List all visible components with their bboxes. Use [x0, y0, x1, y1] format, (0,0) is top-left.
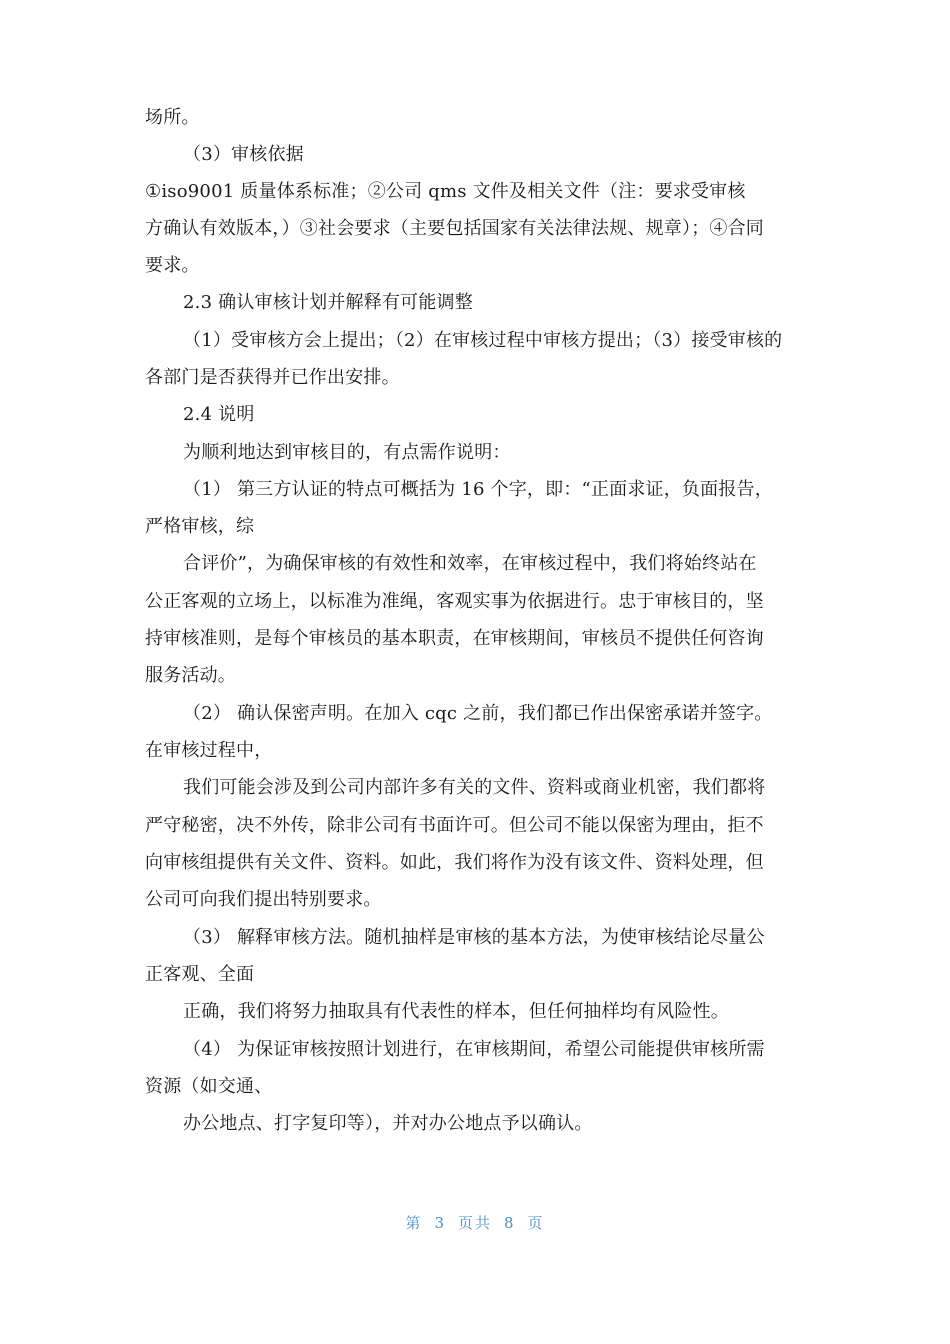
text-line: 我们可能会涉及到公司内部许多有关的文件、资料或商业机密，我们都将 — [183, 777, 766, 798]
footer-prefix: 第 — [405, 1214, 423, 1232]
text-line: 服务活动。 — [145, 665, 236, 686]
text-line: （1） 第三方认证的特点可概括为 16 个字，即：“正面求证，负面报告， — [183, 479, 773, 500]
section-heading: 2.3 确认审核计划并解释有可能调整 — [183, 292, 473, 313]
text-line: 为顺利地达到审核目的，有点需作说明： — [183, 442, 511, 463]
page-footer — [0, 1212, 950, 1233]
footer-middle: 页共 — [457, 1214, 492, 1232]
text-line: ①iso9001 质量体系标准；②公司 qms 文件及相关文件（注：要求受审核 — [145, 181, 746, 202]
text-line: （4） 为保证审核按照计划进行，在审核期间，希望公司能提供审核所需 — [183, 1039, 765, 1060]
text-line: 严守秘密，决不外传，除非公司有书面许可。但公司不能以保密为理由，拒不 — [145, 815, 764, 836]
text-line: 向审核组提供有关文件、资料。如此，我们将作为没有该文件、资料处理，但 — [145, 852, 764, 873]
text-line: （2） 确认保密声明。在加入 cqc 之前，我们都已作出保密承诺并签字。 — [183, 703, 773, 724]
text-line: 公司可向我们提出特别要求。 — [145, 889, 382, 910]
text-line: 持审核准则，是每个审核员的基本职责，在审核期间，审核员不提供任何咨询 — [145, 628, 764, 649]
footer-total-pages: 8 — [504, 1214, 516, 1232]
text-line: 正客观、全面 — [145, 964, 255, 985]
text-line: 资源（如交通、 — [145, 1076, 273, 1097]
text-line: 方确认有效版本，）③社会要求（主要包括国家有关法律法规、规章）；④合同 — [145, 218, 764, 239]
text-line: （3） 解释审核方法。随机抽样是审核的基本方法，为使审核结论尽量公 — [183, 927, 765, 948]
text-line: 要求。 — [145, 255, 200, 276]
text-line: （3）审核依据 — [183, 144, 304, 165]
text-line: 各部门是否获得并已作出安排。 — [145, 367, 400, 388]
section-heading: 2.4 说明 — [183, 404, 255, 425]
text-line: 正确，我们将努力抽取具有代表性的样本，但任何抽样均有风险性。 — [183, 1001, 729, 1022]
footer-page-number: 3 — [434, 1214, 446, 1232]
text-line: 在审核过程中， — [145, 740, 273, 761]
text-line: 合评价”，为确保审核的有效性和效率，在审核过程中，我们将始终站在 — [183, 553, 757, 574]
text-line: 场所。 — [145, 107, 200, 128]
text-line: 办公地点、打字复印等），并对办公地点予以确认。 — [183, 1113, 593, 1134]
text-line: 严格审核，综 — [145, 516, 255, 537]
text-line: 公正客观的立场上，以标准为准绳，客观实事为依据进行。忠于审核目的，坚 — [145, 591, 764, 612]
footer-suffix: 页 — [527, 1214, 545, 1232]
text-line: （1）受审核方会上提出；（2）在审核过程中审核方提出；（3）接受审核的 — [183, 330, 783, 351]
